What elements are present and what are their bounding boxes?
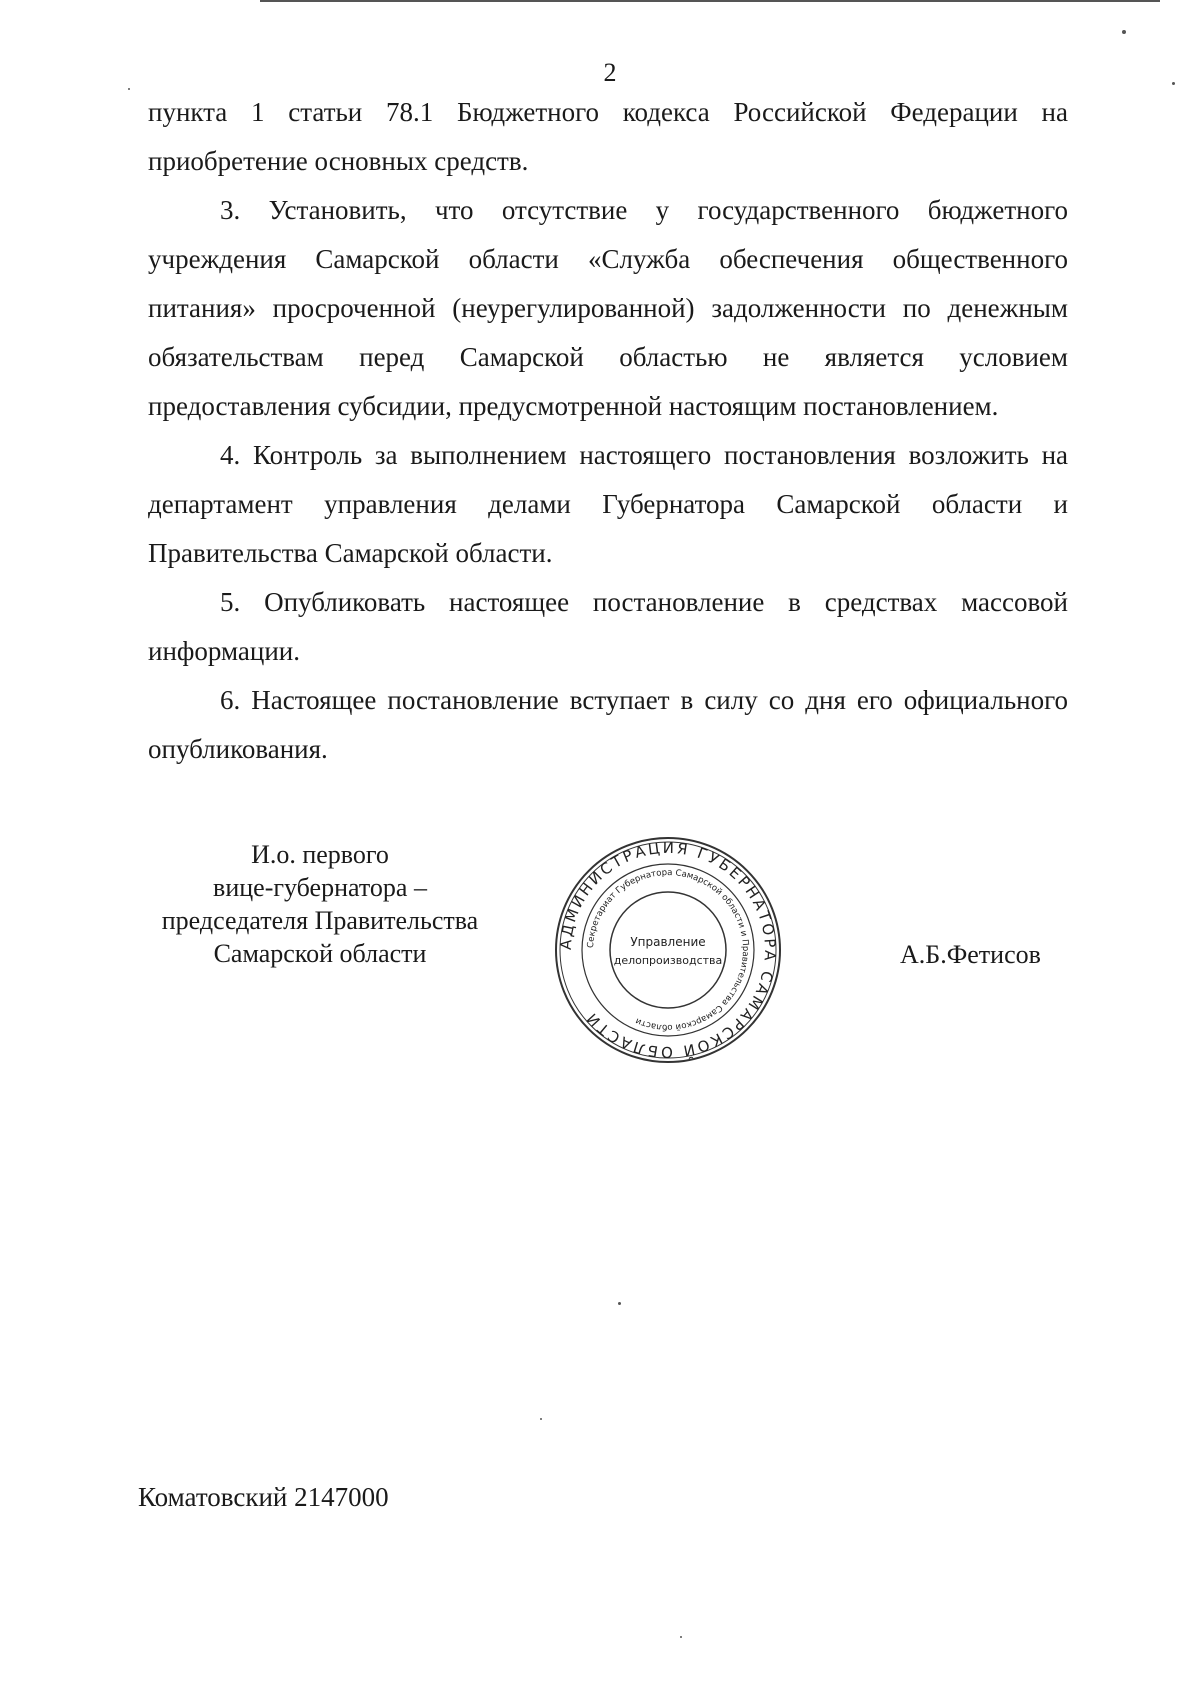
scan-top-edge <box>260 0 1160 2</box>
paragraph-6: 6. Настоящее постановление вступает в силу со дня его официального опубликования. <box>148 685 1068 764</box>
scan-speck <box>1122 30 1126 34</box>
document-body <box>148 88 1068 774</box>
seal-center-line1: Управление <box>630 935 706 949</box>
seal-center-line2: делопроизводства <box>613 954 723 967</box>
official-seal <box>548 830 788 1070</box>
position-line: Самарской области <box>213 939 427 968</box>
paragraph-4: 4. Контроль за выполнением настоящего постановления возложить на департамент управления делами Губернатора Самарской области и Правительства Самарской области. <box>148 440 1068 568</box>
scan-speck <box>540 1418 542 1420</box>
signatory-name: А.Б.Фетисов <box>900 940 1041 969</box>
seal-middle-text: Секретариат Губернатора Самарской области и Правительства Самарской области <box>585 867 751 1033</box>
position-line: И.о. первого <box>251 840 389 869</box>
page-number: 2 <box>603 58 617 87</box>
scan-speck <box>680 1636 682 1638</box>
scan-speck <box>618 1302 621 1305</box>
position-line: вице-губернатора – <box>213 873 427 902</box>
executor-footer: Коматовский 2147000 <box>138 1482 389 1512</box>
scan-speck <box>1172 82 1175 85</box>
position-line: председателя Правительства <box>161 906 479 935</box>
paragraph-5: 5. Опубликовать настоящее постановление в средствах массовой информации. <box>148 587 1068 666</box>
seal-outer-text: АДМИНИСТРАЦИЯ ГУБЕРНАТОРА САМАРСКОЙ ОБЛАСТИ <box>556 838 780 1062</box>
paragraph-continuation: пункта 1 статьи 78.1 Бюджетного кодекса Российской Федерации на приобретение основных средств. <box>148 97 1068 176</box>
scan-speck <box>128 88 130 90</box>
signatory-position <box>140 838 500 970</box>
paragraph-3: 3. Установить, что отсутствие у государственного бюджетного учреждения Самарской области «Служба обеспечения общественного питания» просроченной (неурегулированной) задолженности по денежным обязательствам перед Самарской областью не является условием предоставления субсидии, предусмотренной настоящим постановлением. <box>148 195 1068 421</box>
